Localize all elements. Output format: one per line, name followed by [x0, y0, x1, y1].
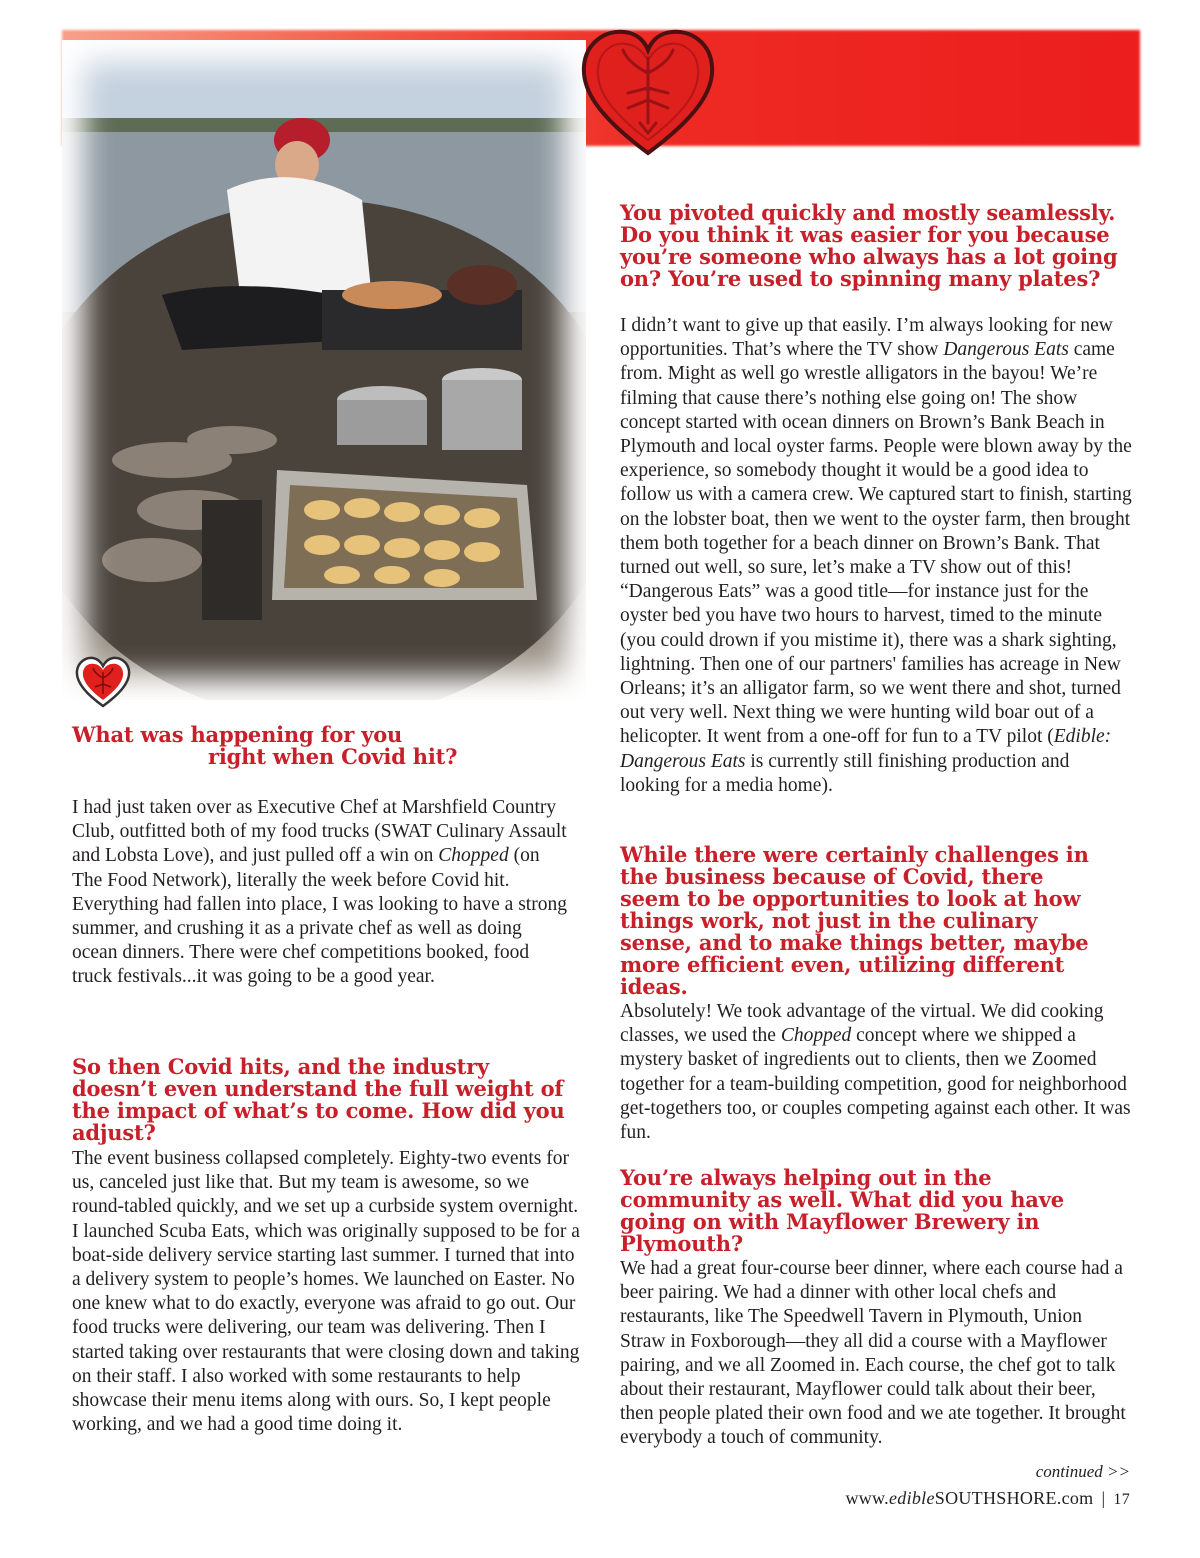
answer-3-italic-2: Edible: Dangerous Eats	[620, 726, 1112, 772]
answer-1-text-cont: (on The Food Network), literally the week before Covid hit. Everything had fallen into place, I was looking to have a strong summer, and crushing it as a private chef as well as doing ocean dinners. There were chef competitions booked, food truck festivals...it was going to be a good year.	[72, 845, 567, 988]
answer-4-text: Absolutely! We took advantage of the virtual. We did cooking classes, we used the	[620, 1001, 1104, 1047]
page-number: 17	[1113, 1491, 1130, 1508]
site-brand-caps: SOUTHSHORE	[934, 1488, 1057, 1508]
answer-3	[620, 314, 1132, 798]
question-2-text: So then Covid hits, and the industry doesn’t even understand the full weight of the impact of what’s to come. How did you adjust?	[72, 1054, 565, 1145]
question-4-text: While there were certainly challenges in the business because of Covid, there seem to be opportunities to look at how things work, not just in the culinary sense, and to make things better, maybe more efficient even, utilizing different ideas.	[620, 842, 1089, 999]
question-5	[620, 1167, 1110, 1255]
answer-3-text-end: is currently still finishing production and looking for a media home).	[620, 750, 1070, 796]
question-5-text: You’re always helping out in the community as well. What did you have going on with Mayflower Brewery in Plymouth?	[620, 1165, 1064, 1256]
answer-2: The event business collapsed completely. Eighty-two events for us, canceled just like that. But my team is awesome, so we round-tabled quickly, and we set up a curbside system overnight. I launched Scuba Eats, which was originally supposed to be for a boat-side delivery service starting last summer. I turned that into a delivery system to people’s homes. We launched on Easter. No one knew what to do exactly, everyone was afraid to go out. Our food trucks were delivering, our team was delivering. Then I started taking over restaurants that were closing down and taking on their staff. I also worked with some restaurants to help showcase their menu items along with ours. So, I kept people working, and we had a good time doing it.	[72, 1148, 580, 1436]
site-prefix: www.	[845, 1488, 889, 1508]
question-4	[620, 844, 1110, 998]
site-suffix: .com	[1056, 1488, 1094, 1508]
continued-label: continued >>	[1035, 1462, 1130, 1481]
site-brand-italic: edible	[888, 1488, 935, 1508]
footer-separator: |	[1101, 1488, 1106, 1508]
answer-1	[72, 796, 568, 990]
question-1-line-1: What was happening for you	[72, 722, 403, 747]
answer-1-text: I had just taken over as Executive Chef at Marshfield Country Club, outfitted both of my food trucks (SWAT Culinary Assault and Lobsta Love), and just pulled off a win on	[72, 797, 567, 867]
answer-3-text: I didn’t want to give up that easily. I’m always looking for new opportunities. That’s where the TV show	[620, 315, 1113, 361]
question-1-line-2: right when Covid hit?	[208, 744, 458, 769]
answer-3-text-cont: came from. Might as well go wrestle alligators in the bayou! We’re filming that cause there’s nothing else going on! The show concept started with ocean dinners on Brown’s Bank Beach in Plymouth and local oyster farms. People were blown away by the experience, so somebody thought it would be a good idea to follow us with a camera crew. We captured start to finish, starting on the lobster boat, then we went to the oyster farm, then brought them both together for a beach dinner on Brown’s Bank. That turned out well, so sure, let’s make a TV show out of this! “Dangerous Eats” was a good title—for instance just for the oyster bed you have two hours to harvest, timed to the minute (you could drown if you mistime it), there was a shark sighting, lightning. Then one of our partners' families has acreage in New Orleans; it’s an alligator farm, so we went there and shot, turned out very well. Next thing we were hunting wild boar out of a helicopter. It went from a one-off for fun to a TV pilot (	[620, 339, 1132, 748]
question-2	[72, 1056, 568, 1144]
site-footer	[845, 1488, 1130, 1509]
chef-photo	[62, 40, 586, 700]
answer-5: We had a great four-course beer dinner, where each course had a beer pairing. We had a dinner with other local chefs and restaurants, like The Speedwell Tavern in Plymouth, Union Straw in Foxborough—they all did a course with a Mayflower pairing, and we all Zoomed in. Each course, the chef got to talk about their restaurant, Mayflower could talk about their beer, then people plated their own food and we ate together. It brought everybody a touch of community.	[620, 1258, 1126, 1449]
question-1	[72, 724, 572, 768]
question-3-text: You pivoted quickly and mostly seamlessly. Do you think it was easier for you because you’re someone who always has a lot going on? You’re used to spinning many plates?	[620, 200, 1118, 291]
question-3	[620, 202, 1130, 290]
chef-photo-illustration	[62, 40, 586, 700]
answer-4	[620, 1000, 1132, 1145]
answer-4-text-cont: concept where we shipped a mystery basket of ingredients out to clients, then we Zoomed together for a team-building competition, good for neighborhood get-togethers too, or couples competing against each other. It was fun.	[620, 1025, 1131, 1144]
lobster-heart-logo-icon	[74, 656, 132, 708]
lobster-heart-icon	[578, 28, 718, 158]
answer-4-italic: Chopped	[780, 1025, 852, 1047]
answer-3-italic-1: Dangerous Eats	[943, 339, 1069, 361]
answer-1-italic: Chopped	[438, 845, 509, 867]
